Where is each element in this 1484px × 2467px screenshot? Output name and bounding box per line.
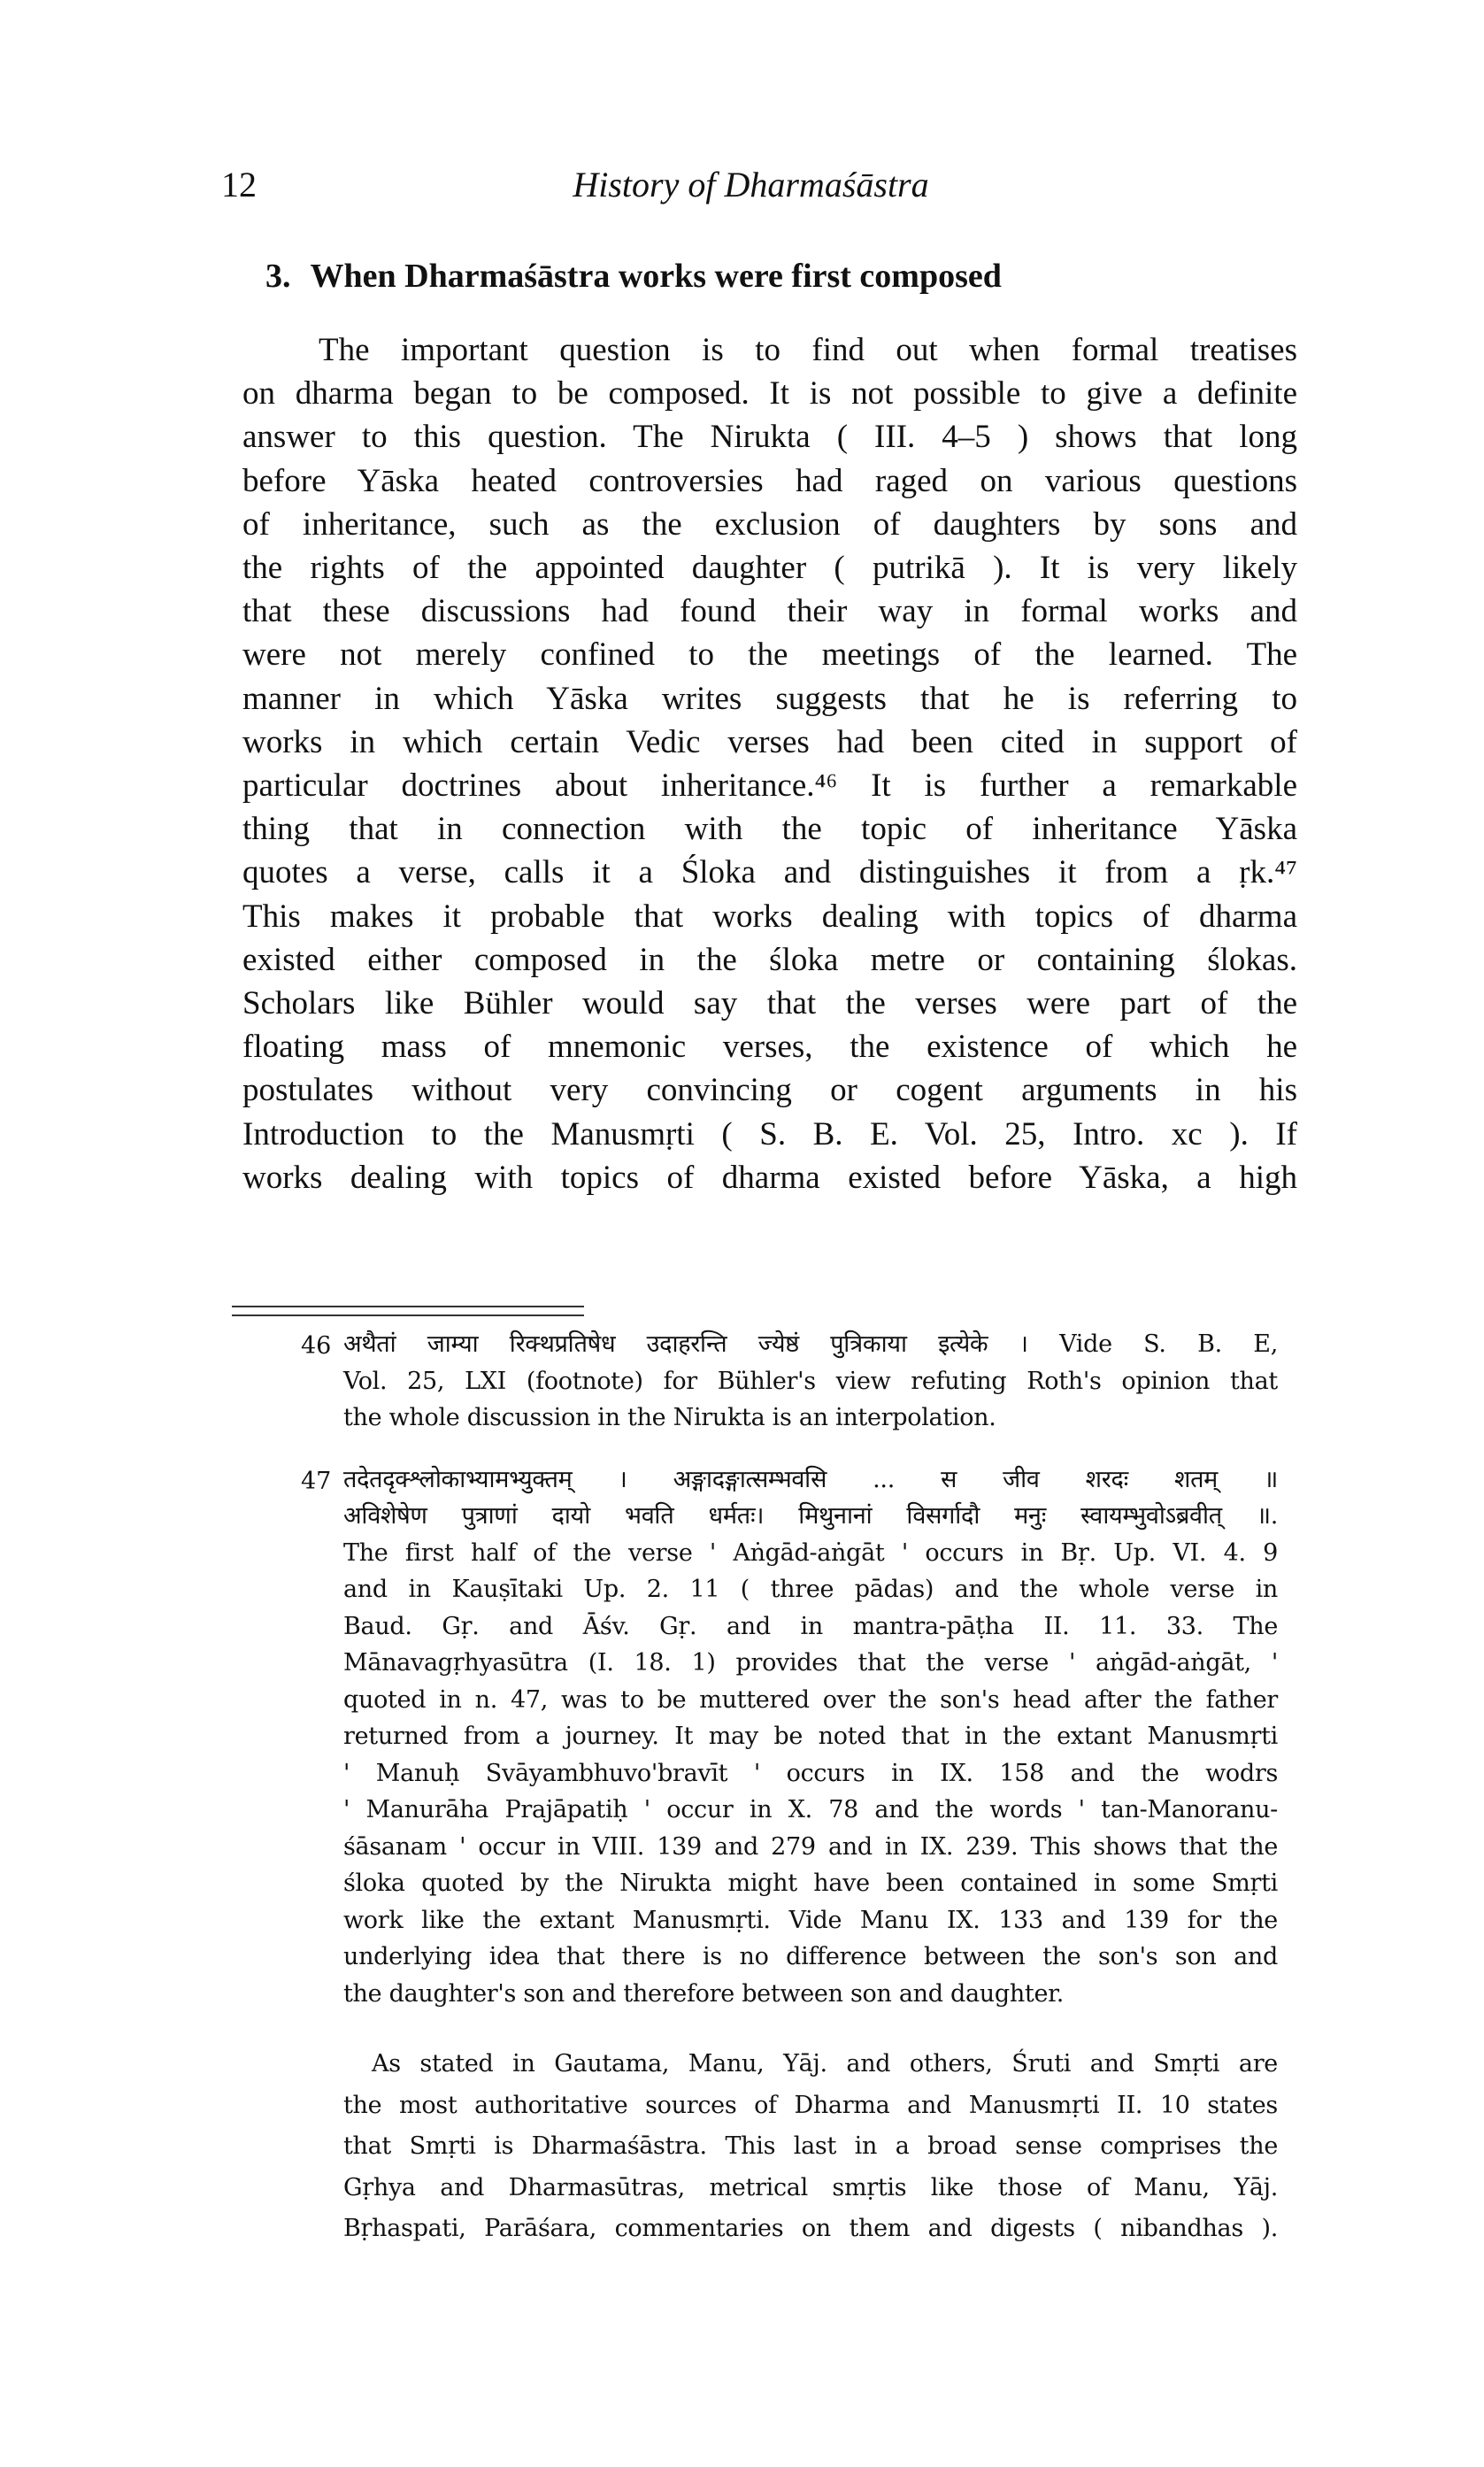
text-line: अविशेषेण पुत्राणां दायो भवति धर्मतः। मिथुनानां विसर्गादौ मनुः स्वायम्भुवोऽब्रवीत् ॥. <box>343 1502 1278 1530</box>
text-line: thing that in connection with the topic of inheritance Yāska <box>242 811 1297 848</box>
text-line: Vol. 25, LXI (footnote) for Bühler's view refuting Roth's opinion that <box>343 1367 1278 1395</box>
text-line: that these discussions had found their way in formal works and <box>242 593 1297 630</box>
text-line: the daughter's son and therefore between son and daughter. <box>343 1979 1065 2008</box>
text-line: Bṛhaspati, Parāśara, commentaries on them and digests ( nibandhas ). <box>343 2215 1278 2242</box>
text-line: तदेतदृक्श्लोकाभ्यामभ्युक्तम् । अङ्गादङ्गात्सम्भवसि ... स जीव शरदः शतम् ॥ <box>343 1465 1278 1493</box>
text-line: returned from a journey. It may be noted that in the extant Manusmṛti <box>343 1723 1278 1750</box>
text-line: before Yāska heated controversies had raged on various questions <box>242 462 1297 499</box>
footnote-number: 46 <box>301 1332 332 1360</box>
text-line: śāsanam ' occur in VIII. 139 and 279 and in IX. 239. This shows that the <box>343 1832 1278 1861</box>
text-line: on dharma began to be composed. It is not possible to give a definite <box>242 375 1297 412</box>
footnote-number: 47 <box>301 1467 332 1495</box>
text-line: works dealing with topics of dharma existed before Yāska, a high <box>242 1159 1297 1196</box>
text-line: works in which certain Vedic verses had been cited in support of <box>242 723 1297 760</box>
text-line: Gṛhya and Dharmasūtras, metrical smṛtis like those of Manu, Yāj. <box>343 2173 1278 2201</box>
text-line: underlying idea that there is no difference between the son's son and <box>343 1943 1278 1970</box>
text-line: This makes it probable that works dealing with topics of dharma <box>242 898 1297 935</box>
section-title: When Dharmaśāstra works were first composed <box>310 258 1002 295</box>
text-line: The important question is to find out when formal treatises <box>319 332 1297 368</box>
text-line: the most authoritative sources of Dharma and Manusmṛti II. 10 states <box>343 2091 1278 2119</box>
text-line: were not merely confined to the meetings of the learned. The <box>242 636 1297 674</box>
footnote-separator <box>232 1306 584 1316</box>
text-line: Baud. Gṛ. and Āśv. Gṛ. and in mantra-pāṭha II. 11. 33. The <box>343 1612 1278 1640</box>
text-line: particular doctrines about inheritance.⁴⁶ It is further a remarkable <box>242 767 1297 804</box>
running-title: History of Dharmaśāstra <box>573 165 929 204</box>
text-line: Scholars like Bühler would say that the verses were part of the <box>242 985 1297 1021</box>
text-line: that Smṛti is Dharmaśāstra. This last in a broad sense comprises the <box>343 2132 1278 2160</box>
text-line: Introduction to the Manusmṛti ( S. B. E. Vol. 25, Intro. xc ). If <box>242 1115 1297 1153</box>
text-line: the rights of the appointed daughter ( putrikā ). It is very likely <box>242 550 1297 586</box>
text-line: ' Manurāha Prajāpatiḥ ' occur in X. 78 and the words ' tan-Manoranu- <box>343 1796 1278 1823</box>
text-line: answer to this question. The Nirukta ( III. 4–5 ) shows that long <box>242 419 1297 456</box>
section-number: 3. <box>265 258 291 295</box>
text-line: work like the extant Manusmṛti. Vide Manu IX. 133 and 139 for the <box>343 1906 1278 1934</box>
text-line: floating mass of mnemonic verses, the existence of which he <box>242 1029 1297 1066</box>
text-line: As stated in Gautama, Manu, Yāj. and others, Śruti and Smṛti are <box>372 2050 1278 2078</box>
text-line: ' Manuḥ Svāyambhuvo'bravīt ' occurs in IX. 158 and the wodrs <box>343 1759 1278 1787</box>
section-heading <box>265 257 1002 296</box>
text-line: śloka quoted by the Nirukta might have been contained in some Smṛti <box>343 1870 1278 1897</box>
text-line: manner in which Yāska writes suggests that he is referring to <box>242 680 1297 717</box>
text-line: Mānavagṛhyasūtra (I. 18. 1) provides that the verse ' aṅgād-aṅgāt, ' <box>343 1649 1278 1677</box>
text-line: of inheritance, such as the exclusion of daughters by sons and <box>242 505 1297 543</box>
text-line: The first half of the verse ' Aṅgād-aṅgāt ' occurs in Bṛ. Up. VI. 4. 9 <box>343 1538 1278 1567</box>
text-line: postulates without very convincing or cogent arguments in his <box>242 1072 1297 1109</box>
text-line: quotes a verse, calls it a Śloka and distinguishes it from a ṛk.⁴⁷ <box>242 854 1297 891</box>
text-line: quoted in n. 47, was to be muttered over the son's head after the father <box>343 1685 1278 1714</box>
text-line: existed either composed in the śloka metre or containing ślokas. <box>242 941 1297 978</box>
text-line: the whole discussion in the Nirukta is an interpolation. <box>343 1404 996 1431</box>
text-line: अथैतां जाम्या रिक्थप्रतिषेध उदाहरन्ति ज्येष्ठं पुत्रिकाया इत्येके । Vide S. B. E, <box>343 1330 1278 1358</box>
text-line: and in Kauṣītaki Up. 2. 11 ( three pādas) and the whole verse in <box>343 1576 1278 1603</box>
page-number: 12 <box>221 165 257 204</box>
